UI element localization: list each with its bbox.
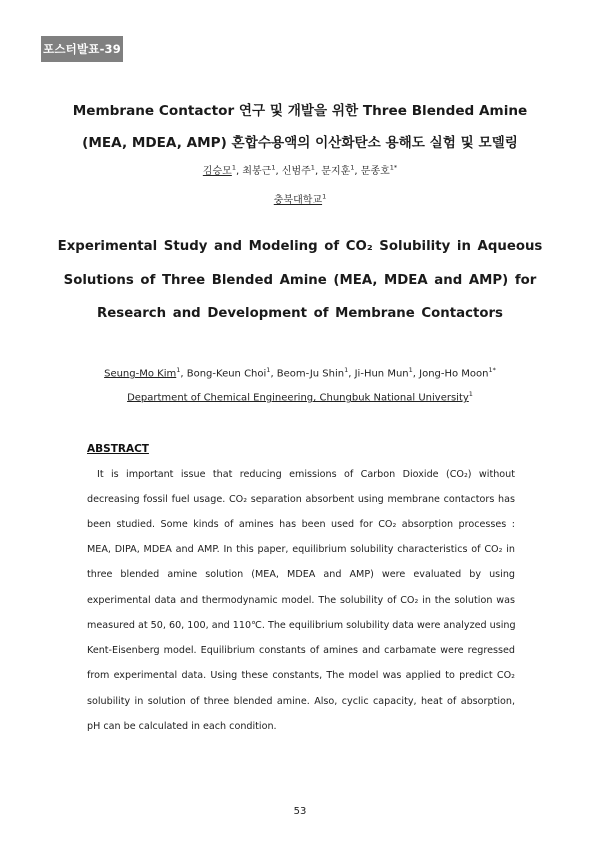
korean-author-4-sup: 1	[350, 163, 355, 172]
korean-affiliation-sup: 1	[322, 192, 327, 201]
english-author-3: Beom-Ju Shin	[276, 368, 345, 380]
abstract-line-1: It is important issue that reducing emissions of Carbon Dioxide (CO₂) without	[97, 469, 515, 480]
english-author-1-sup: 1	[176, 366, 181, 374]
abstract-line-3: been studied. Some kinds of amines has been used for CO₂ absorption processes :	[87, 519, 515, 530]
korean-author-1-sup: 1	[231, 163, 236, 172]
english-affiliation	[40, 390, 560, 403]
korean-title-line-1: Membrane Contactor 연구 및 개발을 위한 Three Blended Amine	[72, 103, 528, 119]
korean-author-5: 문종호	[360, 166, 390, 177]
english-authors: Seung-Mo Kim$^1$, Bong-Keun Choi$^1$, Beom-Ju Shin$^1$, Ji-Hun Mun$^1$, Jong-Ho Moon$^{1*}$	[104, 366, 496, 380]
korean-author-2-sup: 1	[271, 163, 276, 172]
english-author-4: Ji-Hun Mun	[354, 368, 409, 380]
english-affiliation-name: Department of Chemical Engineering, Chungbuk National University	[127, 392, 469, 404]
abstract-line-11: pH can be calculated in each condition.	[87, 721, 277, 732]
english-author-5-sup: 1*	[488, 366, 496, 374]
english-author-1: Seung-Mo Kim	[104, 368, 177, 380]
english-title-line-2: Solutions of Three Blended Amine (MEA, MDEA and AMP) for	[63, 273, 537, 288]
korean-author-4: 문지훈	[321, 166, 351, 177]
korean-author-1: 김승모	[202, 166, 232, 177]
english-author-5: Jong-Ho Moon	[419, 368, 489, 380]
korean-author-2: 최봉근	[242, 166, 272, 177]
abstract-line-4: MEA, DIPA, MDEA and AMP. In this paper, equilibrium solubility characteristics of CO₂ in	[87, 544, 515, 555]
abstract-line-8: Kent-Eisenberg model. Equilibrium constants of amines and carbamate were regressed	[87, 645, 515, 656]
abstract-line-7: measured at 50, 60, 100, and 110℃. The equilibrium solubility data were analyzed using	[87, 620, 516, 631]
korean-author-3: 신범주	[281, 166, 311, 177]
english-author-2: Bong-Keun Choi	[186, 368, 267, 380]
abstract-line-2: decreasing fossil fuel usage. CO₂ separation absorbent using membrane contactors has	[87, 494, 515, 505]
abstract-line-6: experimental data and thermodynamic model. The solubility of CO₂ in the solution was	[87, 595, 515, 606]
korean-author-3-sup: 1	[310, 163, 315, 172]
english-author-4-sup: 1	[408, 366, 413, 374]
abstract-line-5: three blended amine solution (MEA, MDEA and AMP) were evaluated by using	[87, 569, 515, 580]
english-title-line-1: Experimental Study and Modeling of CO₂ Solubility in Aqueous	[57, 239, 543, 254]
abstract-heading: ABSTRACT	[87, 443, 149, 455]
english-affiliation-sup: 1	[468, 390, 473, 398]
korean-affiliation	[40, 191, 560, 206]
english-author-3-sup: 1	[344, 366, 349, 374]
korean-author-5-sup: 1*	[389, 163, 398, 172]
korean-authors: 김승모$^1$, 최봉근$^1$, 신범주$^1$, 문지훈$^1$, 문종호$^{1*}$	[202, 163, 398, 177]
page-number: 53	[293, 806, 307, 817]
korean-title-line-2: (MEA, MDEA, AMP) 혼합수용액의 이산화탄소 용해도 실험 및 모델링	[82, 135, 518, 151]
english-author-2-sup: 1	[266, 366, 271, 374]
abstract-line-10: solubility in solution of three blended amine. Also, cyclic capacity, heat of absorption,	[87, 696, 515, 707]
english-title-line-3: Research and Development of Membrane Contactors	[97, 306, 503, 321]
korean-affiliation-name: 충북대학교	[273, 195, 323, 206]
session-tag: 포스터발표-39	[41, 36, 123, 62]
abstract-line-9: from experimental data. Using these constants, The model was applied to predict CO₂	[87, 670, 515, 681]
